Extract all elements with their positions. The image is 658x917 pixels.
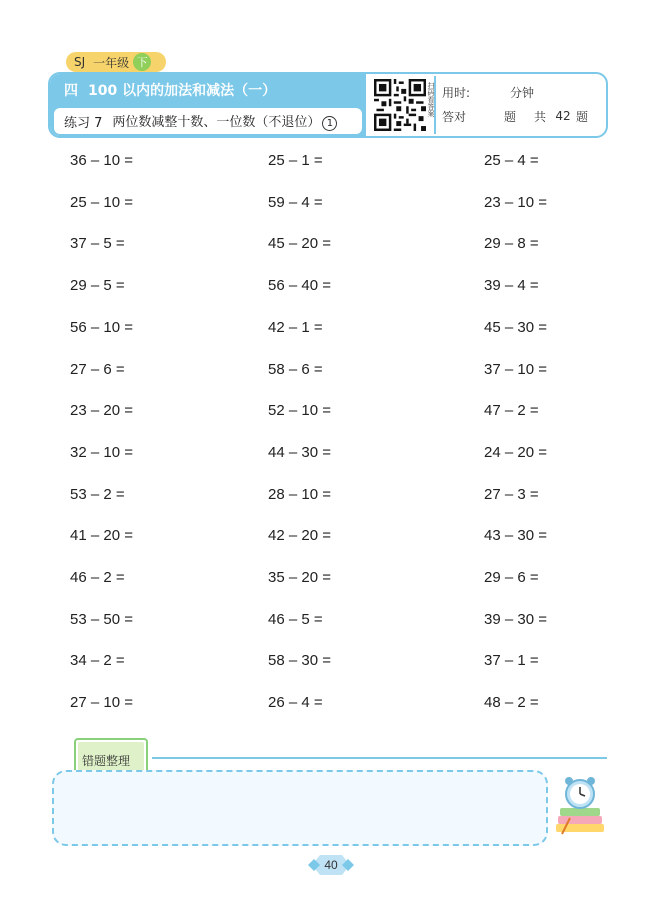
alarm-clock-icon — [552, 772, 608, 838]
math-problem: 25 – 4 = — [484, 152, 539, 169]
score-row — [442, 104, 606, 128]
math-problem: 35 – 20 = — [268, 569, 331, 586]
math-problem: 34 – 2 = — [70, 652, 125, 670]
math-problem: 58 – 30 = — [268, 652, 331, 670]
qr-caption: 扫码看答案 — [427, 82, 435, 117]
math-problem: 29 – 6 = — [484, 569, 539, 586]
result-info — [442, 80, 606, 128]
math-problem: 39 – 30 = — [484, 610, 547, 628]
total-prefix: 共 — [534, 109, 547, 124]
qr-code-icon — [374, 78, 426, 132]
semester-badge: 下 — [133, 53, 151, 71]
grade-label: 一年级 — [93, 55, 130, 70]
math-problem: 27 – 6 = — [70, 360, 125, 378]
math-problem: 44 – 30 = — [268, 443, 331, 461]
error-review-area[interactable] — [52, 770, 548, 846]
math-problem: 24 – 20 = — [484, 443, 547, 461]
math-problem: 52 – 10 = — [268, 402, 331, 420]
math-problem: 45 – 20 = — [268, 235, 331, 253]
math-problem: 58 – 6 = — [268, 360, 323, 378]
unit-number: 四 — [64, 83, 78, 99]
math-problem: 43 – 30 = — [484, 527, 547, 545]
math-problem: 41 – 20 = — [70, 527, 133, 545]
grade-code: SJ — [74, 55, 86, 69]
exercise-bar — [54, 108, 362, 134]
math-problem: 37 – 10 = — [484, 360, 547, 378]
math-problem: 36 – 10 = — [70, 152, 133, 169]
math-problem: 42 – 20 = — [268, 527, 331, 545]
qr-panel — [370, 76, 436, 134]
math-problem: 29 – 8 = — [484, 235, 539, 253]
page-number: 40 — [308, 852, 354, 878]
math-problem: 47 – 2 = — [484, 402, 539, 420]
section-divider — [152, 757, 607, 759]
math-problem: 25 – 10 = — [70, 193, 133, 211]
math-problem: 29 – 5 = — [70, 277, 125, 295]
time-row — [442, 80, 606, 104]
correct-label: 答对 — [442, 109, 467, 124]
correct-unit: 题 — [504, 109, 517, 124]
math-problem: 48 – 2 = — [484, 694, 539, 712]
exercise-label: 练习 7 — [64, 115, 103, 131]
exercise-title: 两位数减整十数、一位数（不退位） 1 — [112, 111, 337, 131]
header-title-panel — [50, 74, 366, 136]
total-count: 42 — [555, 109, 571, 123]
math-problem: 26 – 4 = — [268, 694, 323, 712]
math-problem: 23 – 10 = — [484, 193, 547, 211]
total-unit: 题 — [576, 109, 589, 124]
math-problem: 32 – 10 = — [70, 443, 133, 461]
math-problem: 37 – 1 = — [484, 652, 539, 670]
math-problem: 56 – 10 = — [70, 318, 133, 336]
math-problem: 56 – 40 = — [268, 277, 331, 295]
math-problem: 46 – 2 = — [70, 569, 125, 586]
math-problem: 53 – 2 = — [70, 485, 125, 503]
math-problem: 42 – 1 = — [268, 318, 323, 336]
math-problem: 46 – 5 = — [268, 610, 323, 628]
exercise-index: 1 — [322, 116, 337, 131]
math-problem: 53 – 50 = — [70, 610, 133, 628]
math-problem: 27 – 10 = — [70, 694, 133, 712]
math-problem: 37 – 5 = — [70, 235, 125, 253]
math-problem: 25 – 1 = — [268, 152, 323, 169]
time-label: 用时: — [442, 85, 471, 100]
math-problem: 45 – 30 = — [484, 318, 547, 336]
grade-tag — [66, 52, 166, 72]
math-problem: 27 – 3 = — [484, 485, 539, 503]
unit-title — [64, 80, 276, 100]
math-problem: 59 – 4 = — [268, 193, 323, 211]
worksheet-header — [48, 72, 608, 138]
math-problem: 23 – 20 = — [70, 402, 133, 420]
unit-title-text: 100 以内的加法和减法（一） — [88, 83, 277, 99]
time-unit: 分钟 — [510, 85, 535, 100]
math-problem: 39 – 4 = — [484, 277, 539, 295]
math-problem: 28 – 10 = — [268, 485, 331, 503]
error-review-label: 错题整理 — [82, 754, 131, 768]
